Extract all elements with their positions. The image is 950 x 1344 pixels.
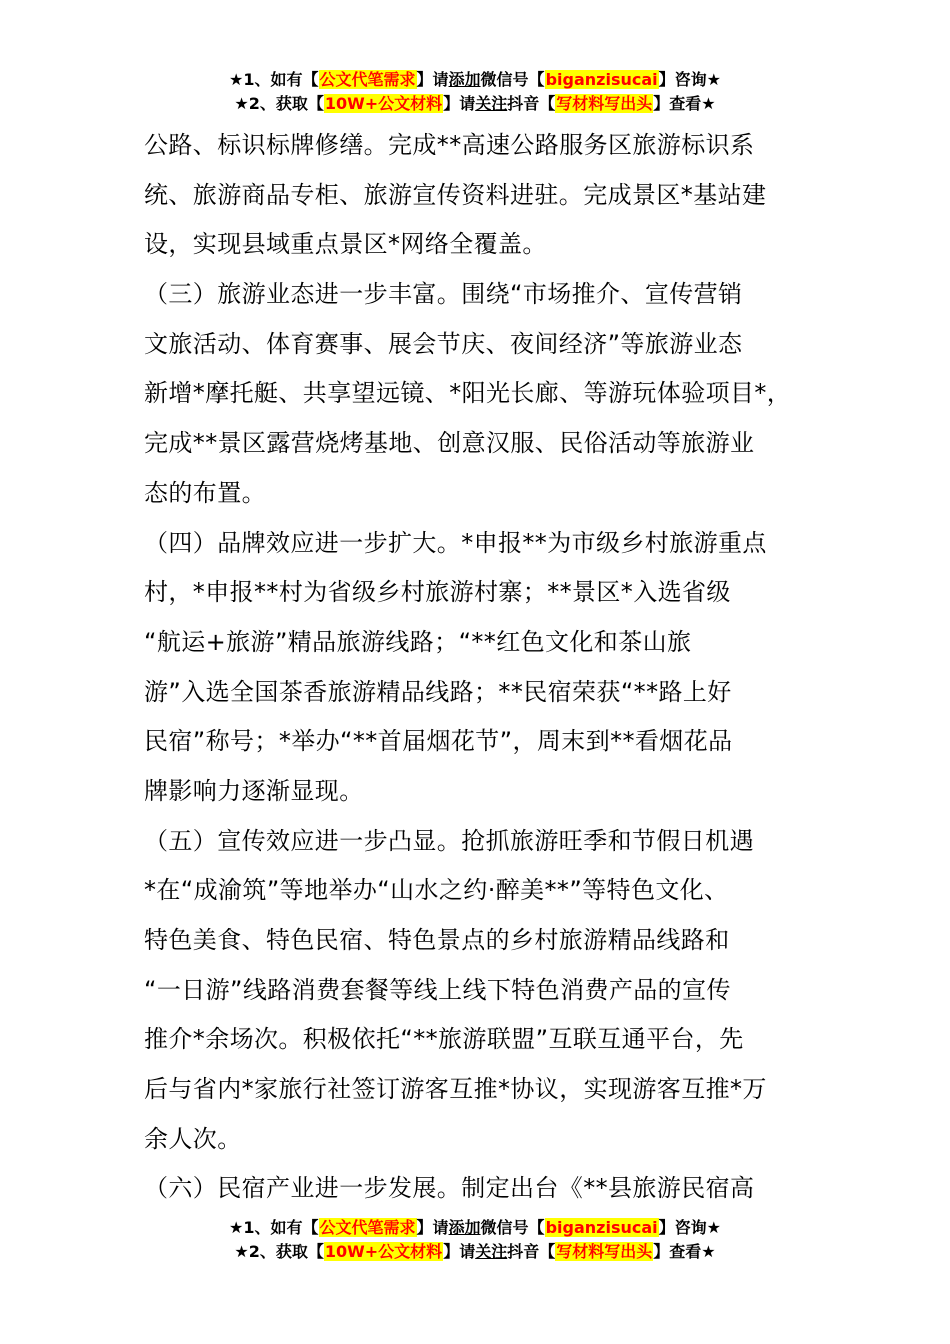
body-line: 牌影响力逐渐显现。: [144, 776, 364, 805]
body-line: 民宿”称号；*举办“**首届烟花节”，周末到**看烟花品: [144, 727, 733, 756]
promo-text: 抖音【: [507, 1242, 556, 1261]
body-line: （四）品牌效应进一步扩大。*申报**为市级乡村旅游重点: [144, 528, 767, 557]
promo-text: 】咨询★: [658, 70, 721, 89]
body-line: 统、旅游商品专柜、旅游宣传资料进驻。完成景区*基站建: [144, 180, 767, 209]
promo-underline: 关注: [475, 94, 508, 113]
body-line: 新增*摩托艇、共享望远镜、*阳光长廊、等游玩体验项目*，: [144, 379, 792, 408]
promo-text: 】请: [416, 70, 449, 89]
body-line: 完成**景区露营烧烤基地、创意汉服、民俗活动等旅游业: [144, 429, 755, 458]
body-line: （五）宣传效应进一步凸显。抢抓旅游旺季和节假日机遇: [144, 826, 754, 855]
body-line: 设，实现县域重点景区*网络全覆盖。: [144, 230, 547, 259]
promo-highlight: 公文代笔需求: [319, 1218, 416, 1237]
promo-text: ★1、如有【: [229, 1218, 319, 1237]
body-line: “航运+旅游”精品旅游线路；“**红色文化和茶山旅: [144, 627, 692, 656]
body-line: 文旅活动、体育赛事、展会节庆、夜间经济”等旅游业态: [144, 329, 743, 358]
promo-line-2: [0, 1240, 950, 1264]
promo-text: ★2、获取【: [234, 94, 324, 113]
promo-text: ★2、获取【: [234, 1242, 324, 1261]
promo-highlight: 写材料写出头: [556, 1242, 653, 1261]
body-line: （六）民宿产业进一步发展。制定出台《**县旅游民宿高: [144, 1174, 755, 1203]
promo-text: 】请: [443, 1242, 476, 1261]
body-line: 余人次。: [144, 1124, 242, 1153]
body-line: *在“成渝筑”等地举办“山水之约·醉美**”等特色文化、: [144, 876, 729, 905]
body-line: 游”入选全国茶香旅游精品线路；**民宿荣获“**路上好: [144, 677, 732, 706]
header-promo-banner: [0, 68, 950, 116]
promo-text: ★1、如有【: [229, 70, 319, 89]
promo-line-1: [0, 68, 950, 92]
promo-text: 】咨询★: [658, 1218, 721, 1237]
promo-underline: 添加: [448, 1218, 481, 1237]
promo-highlight: 写材料写出头: [556, 94, 653, 113]
body-line: 推介*余场次。积极依托“**旅游联盟”互联互通平台，先: [144, 1025, 744, 1054]
body-line: 特色美食、特色民宿、特色景点的乡村旅游精品线路和: [144, 926, 730, 954]
document-body: [144, 121, 816, 1214]
body-line: 村，*申报**村为省级乡村旅游村寨；**景区*入选省级: [144, 578, 731, 607]
promo-highlight: 公文代笔需求: [319, 70, 416, 89]
footer-promo-banner: [0, 1216, 950, 1264]
promo-text: 】查看★: [653, 1242, 716, 1261]
promo-text: 】查看★: [653, 94, 716, 113]
promo-highlight: 10W+公文材料: [324, 94, 443, 113]
promo-line-2: [0, 92, 950, 116]
promo-line-1: [0, 1216, 950, 1240]
promo-highlight: biganzisucai: [545, 1218, 658, 1237]
promo-text: 】请: [443, 94, 476, 113]
promo-highlight: 10W+公文材料: [324, 1242, 443, 1261]
body-line: 公路、标识标牌修缮。完成**高速公路服务区旅游标识系: [144, 131, 755, 159]
promo-text: 】请: [416, 1218, 449, 1237]
promo-highlight: biganzisucai: [545, 70, 658, 89]
body-line: 态的布置。: [144, 478, 266, 507]
promo-text: 抖音【: [507, 94, 556, 113]
promo-underline: 添加: [448, 70, 481, 89]
body-line: （三）旅游业态进一步丰富。围绕“市场推介、宣传营销: [144, 280, 743, 309]
promo-text: 微信号【: [480, 1218, 545, 1237]
promo-underline: 关注: [475, 1242, 508, 1261]
body-line: 后与省内*家旅行社签订游客互推*协议，实现游客互推*万: [144, 1075, 767, 1104]
body-line: “一日游”线路消费套餐等线上线下特色消费产品的宣传: [144, 975, 731, 1004]
promo-text: 微信号【: [480, 70, 545, 89]
